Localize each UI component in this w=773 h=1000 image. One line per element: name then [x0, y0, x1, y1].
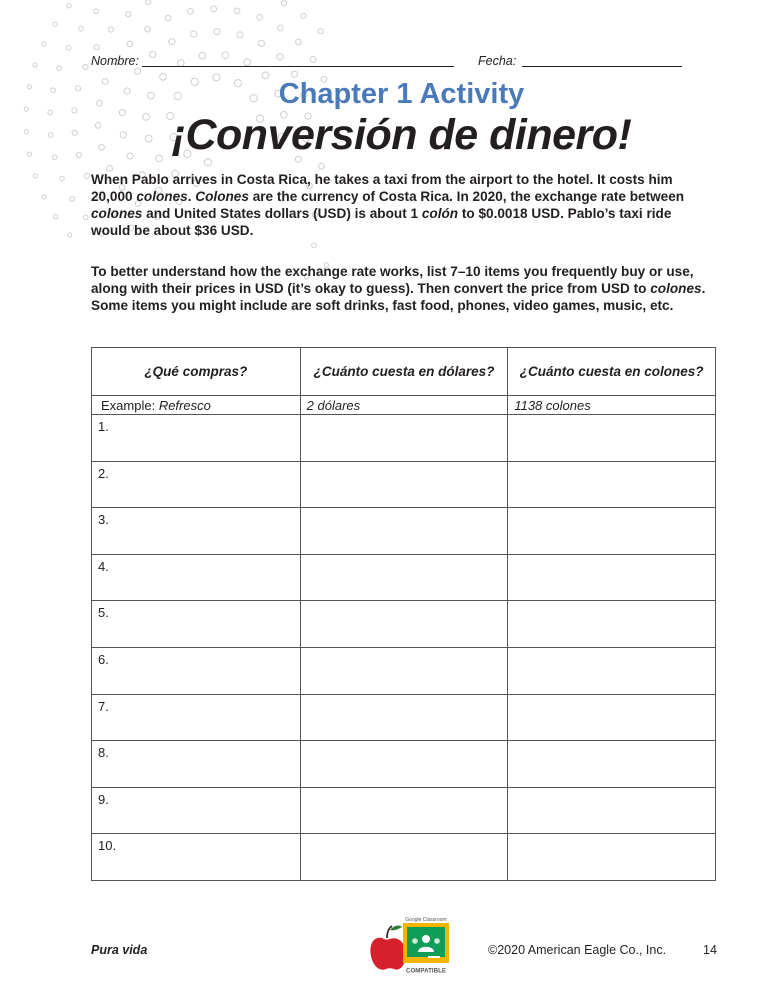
decorative-dot	[150, 51, 156, 57]
decorative-dot	[54, 215, 58, 219]
decorative-dot	[237, 32, 243, 38]
decorative-dot	[222, 52, 229, 59]
purchases-table	[91, 347, 716, 881]
table-row	[92, 508, 716, 555]
decorative-dot	[211, 6, 217, 12]
footer-copyright: ©2020 American Eagle Co., Inc.	[488, 943, 667, 957]
decorative-dot	[42, 42, 46, 46]
colones-answer-cell[interactable]	[508, 834, 716, 881]
decorative-dot	[68, 233, 72, 237]
usd-answer-cell[interactable]	[300, 741, 508, 788]
item-answer-cell[interactable]: 10.	[92, 834, 301, 881]
decorative-dot	[281, 1, 286, 6]
decorative-dot	[318, 29, 323, 34]
chapter-label: Chapter 1 Activity	[278, 78, 525, 110]
item-answer-cell[interactable]: 3.	[92, 508, 301, 555]
decorative-dot	[319, 163, 325, 169]
example-usd-cell: 2 dólares	[300, 396, 508, 415]
table-row	[92, 741, 716, 788]
column-header-item: ¿Qué compras?	[92, 348, 301, 396]
decorative-dot	[296, 39, 302, 45]
decorative-dot	[42, 195, 46, 199]
usd-answer-cell[interactable]	[300, 787, 508, 834]
decorative-dot	[127, 41, 133, 47]
colones-answer-cell[interactable]	[508, 741, 716, 788]
item-answer-cell[interactable]: 4.	[92, 554, 301, 601]
table-row	[92, 601, 716, 648]
example-colones-cell: 1138 colones	[508, 396, 716, 415]
decorative-dot	[234, 8, 240, 14]
decorative-dot	[214, 29, 220, 35]
colones-answer-cell[interactable]	[508, 508, 716, 555]
colones-answer-cell[interactable]	[508, 461, 716, 508]
table-header-row	[92, 348, 716, 396]
google-classroom-compatible-badge	[368, 914, 458, 976]
table-row	[92, 787, 716, 834]
decorative-dot	[84, 173, 89, 178]
decorative-dot	[67, 4, 71, 8]
decorative-dot	[301, 13, 306, 18]
decorative-dot	[66, 45, 71, 50]
column-header-colones: ¿Cuánto cuesta en colones?	[508, 348, 716, 396]
decorative-dot	[312, 243, 317, 248]
usd-answer-cell[interactable]	[300, 694, 508, 741]
decorative-dot	[310, 57, 316, 63]
decorative-dot	[146, 0, 151, 5]
decorative-dot	[258, 40, 264, 46]
decorative-dot	[79, 26, 84, 31]
decorative-dot	[83, 215, 88, 220]
decorative-dot	[191, 31, 197, 37]
decorative-dot	[169, 39, 175, 45]
usd-answer-cell[interactable]	[300, 461, 508, 508]
apple-icon	[370, 925, 406, 969]
decorative-dot	[57, 66, 62, 71]
colones-answer-cell[interactable]	[508, 601, 716, 648]
page-title: ¡Conversión de dinero!	[171, 111, 632, 159]
instructions-paragraph: To better understand how the exchange rate works, list 7–10 items you frequently buy or use, along with their prices in USD (it’s okay to guess). Then convert the price from USD to colones. Some items you might include are soft drinks, fast food, phones, video games, music, etc.	[91, 264, 706, 313]
table-row	[92, 647, 716, 694]
usd-answer-cell[interactable]	[300, 508, 508, 555]
decorative-dot	[94, 45, 99, 50]
colones-answer-cell[interactable]	[508, 694, 716, 741]
badge-top-text: Google Classroom	[405, 917, 447, 923]
table-row	[92, 461, 716, 508]
example-row	[92, 396, 716, 415]
decorative-dot	[33, 174, 37, 178]
decorative-dot	[145, 26, 151, 32]
decorative-dot	[53, 22, 57, 26]
usd-answer-cell[interactable]	[300, 834, 508, 881]
decorative-dot	[33, 63, 37, 67]
badge-bottom-text: COMPATIBLE	[406, 967, 446, 975]
usd-answer-cell[interactable]	[300, 554, 508, 601]
decorative-dot	[60, 176, 65, 181]
decorative-dot	[94, 9, 99, 14]
item-answer-cell[interactable]: 2.	[92, 461, 301, 508]
decorative-dot	[199, 52, 206, 59]
item-answer-cell[interactable]: 1.	[92, 415, 301, 462]
item-answer-cell[interactable]: 7.	[92, 694, 301, 741]
colones-answer-cell[interactable]	[508, 554, 716, 601]
decorative-dot	[165, 15, 171, 21]
item-answer-cell[interactable]: 6.	[92, 647, 301, 694]
table-row	[92, 834, 716, 881]
item-answer-cell[interactable]: 9.	[92, 787, 301, 834]
colones-answer-cell[interactable]	[508, 787, 716, 834]
example-item-cell: Example: Refresco	[92, 396, 301, 415]
table-row	[92, 694, 716, 741]
date-field-line[interactable]	[522, 66, 682, 67]
usd-answer-cell[interactable]	[300, 601, 508, 648]
column-header-usd: ¿Cuánto cuesta en dólares?	[300, 348, 508, 396]
name-label: Nombre:	[91, 54, 139, 68]
decorative-dot	[108, 27, 113, 32]
decorative-dot	[277, 25, 283, 31]
name-field-line[interactable]	[142, 66, 454, 67]
decorative-dot	[126, 12, 131, 17]
table-row	[92, 554, 716, 601]
date-label: Fecha:	[478, 54, 517, 68]
intro-paragraph: When Pablo arrives in Costa Rica, he takes a taxi from the airport to the hotel. It costs him 20,000 colones. Colones are the currency of Costa Rica. In 2020, the exchange rate between colones and United States dollars (USD) is about 1 colón to $0.0018 USD. Pablo’s taxi ride would be about $36 USD.	[91, 172, 685, 238]
table-row	[92, 415, 716, 462]
decorative-dot	[83, 64, 88, 69]
decorative-dot	[70, 196, 75, 201]
usd-answer-cell[interactable]	[300, 647, 508, 694]
colones-answer-cell[interactable]	[508, 415, 716, 462]
colones-answer-cell[interactable]	[508, 647, 716, 694]
decorative-dot	[188, 8, 194, 14]
decorative-dot	[257, 14, 263, 20]
footer-book-title: Pura vida	[91, 943, 148, 957]
decorative-dot	[277, 54, 283, 60]
item-answer-cell[interactable]: 8.	[92, 741, 301, 788]
decorative-dot	[291, 71, 297, 77]
page-number: 14	[703, 943, 717, 957]
decorative-dot	[244, 59, 251, 66]
decorative-dot	[134, 68, 140, 74]
item-answer-cell[interactable]: 5.	[92, 601, 301, 648]
usd-answer-cell[interactable]	[300, 415, 508, 462]
